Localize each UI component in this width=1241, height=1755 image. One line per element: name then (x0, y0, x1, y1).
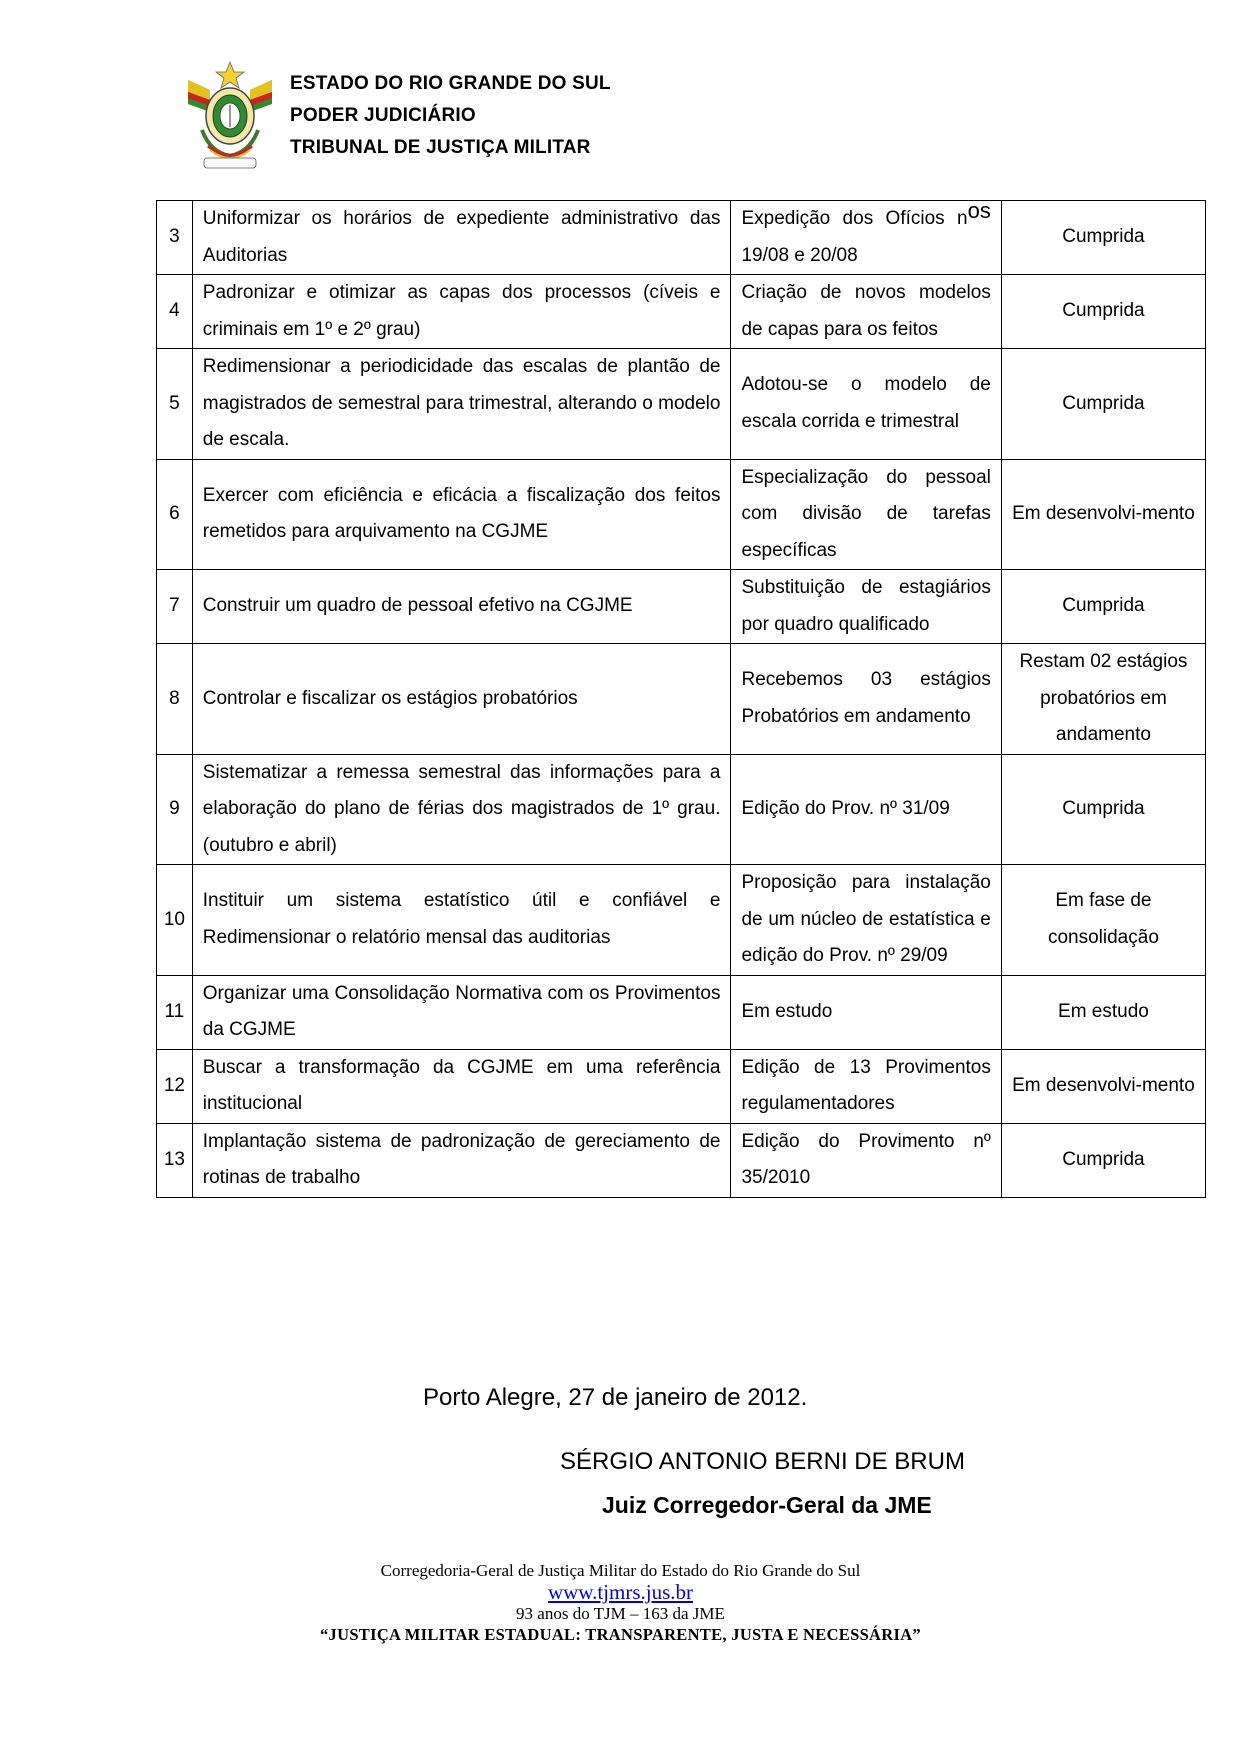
table-row (157, 349, 1206, 460)
row-action: Adotou-se o modelo de escala corrida e trimestral (731, 349, 1001, 460)
row-goal: Padronizar e otimizar as capas dos processos (cíveis e criminais em 1º e 2º grau) (192, 275, 731, 349)
row-number: 9 (157, 754, 193, 865)
row-goal: Redimensionar a periodicidade das escalas de plantão de magistrados de semestral para trimestral, alterando o modelo de escala. (192, 349, 731, 460)
row-goal: Uniformizar os horários de expediente administrativo das Auditorias (192, 201, 731, 275)
row-status: Cumprida (1001, 201, 1205, 275)
table-row (157, 975, 1206, 1049)
row-status: Cumprida (1001, 275, 1205, 349)
row-action: Edição do Provimento nº 35/2010 (731, 1123, 1001, 1197)
footer-website-link[interactable]: www.tjmrs.jus.br (547, 1580, 694, 1604)
table-row (157, 201, 1206, 275)
header-state: ESTADO DO RIO GRANDE DO SUL (290, 73, 611, 94)
table-row (157, 754, 1206, 865)
table-row (157, 1123, 1206, 1197)
row-number: 5 (157, 349, 193, 460)
document-header (180, 60, 700, 180)
row-goal: Exercer com eficiência e eficácia a fiscalização dos feitos remetidos para arquivamento na CGJME (192, 459, 731, 570)
row-goal: Sistematizar a remessa semestral das informações para a elaboração do plano de férias dos magistrados de 1º grau. (outubro e abril) (192, 754, 731, 865)
row-status: Em desenvolvi-mento (1001, 1049, 1205, 1123)
footer-anniversary: 93 anos do TJM – 163 da JME (516, 1604, 725, 1623)
place-and-date: Porto Alegre, 27 de janeiro de 2012. (423, 1384, 808, 1411)
document-footer (0, 1560, 1241, 1645)
row-action-text: Expedição dos Ofícios n (741, 208, 968, 229)
row-number: 8 (157, 644, 193, 755)
row-goal: Controlar e fiscalizar os estágios probatórios (192, 644, 731, 755)
row-goal: Implantação sistema de padronização de gereciamento de rotinas de trabalho (192, 1123, 731, 1197)
row-goal: Buscar a transformação da CGJME em uma referência institucional (192, 1049, 731, 1123)
table-row (157, 644, 1206, 755)
row-number: 7 (157, 570, 193, 644)
row-status: Cumprida (1001, 754, 1205, 865)
row-status: Em estudo (1001, 975, 1205, 1049)
row-status: Restam 02 estágios probatórios em andamento (1001, 644, 1205, 755)
coat-of-arms-icon (180, 60, 280, 172)
row-action-text-end: 19/08 e 20/08 (741, 244, 858, 266)
row-number: 3 (157, 201, 193, 275)
row-action (731, 198, 1001, 275)
row-status: Cumprida (1001, 570, 1205, 644)
row-action: Em estudo (731, 975, 1001, 1049)
footer-institution: Corregedoria-Geral de Justiça Militar do Estado do Rio Grande do Sul (380, 1561, 861, 1580)
table-row (157, 275, 1206, 349)
header-court: TRIBUNAL DE JUSTIÇA MILITAR (290, 137, 591, 158)
row-number: 10 (157, 865, 193, 976)
row-number: 4 (157, 275, 193, 349)
row-action: Criação de novos modelos de capas para os feitos (731, 275, 1001, 349)
table-row (157, 459, 1206, 570)
row-number: 12 (157, 1049, 193, 1123)
row-action: Edição de 13 Provimentos regulamentadores (731, 1049, 1001, 1123)
footer-motto: “JUSTIÇA MILITAR ESTADUAL: TRANSPARENTE, JUSTA E NECESSÁRIA” (320, 1625, 921, 1644)
row-action: Proposição para instalação de um núcleo de estatística e edição do Prov. nº 29/09 (731, 865, 1001, 976)
header-power: PODER JUDICIÁRIO (290, 105, 476, 126)
row-goal: Instituir um sistema estatístico útil e confiável e Redimensionar o relatório mensal das auditorias (192, 865, 731, 976)
row-action: Especialização do pessoal com divisão de tarefas específicas (731, 459, 1001, 570)
signer-name: SÉRGIO ANTONIO BERNI DE BRUM (560, 1448, 965, 1475)
row-action-superscript: os (967, 198, 991, 223)
row-status: Em fase de consolidação (1001, 865, 1205, 976)
row-number: 6 (157, 459, 193, 570)
table-row (157, 570, 1206, 644)
row-status: Cumprida (1001, 1123, 1205, 1197)
row-action: Substituição de estagiários por quadro qualificado (731, 570, 1001, 644)
row-status: Cumprida (1001, 349, 1205, 460)
table-row (157, 865, 1206, 976)
table-row (157, 1049, 1206, 1123)
row-status: Em desenvolvi-mento (1001, 459, 1205, 570)
row-number: 11 (157, 975, 193, 1049)
row-goal: Construir um quadro de pessoal efetivo na CGJME (192, 570, 731, 644)
goals-table (156, 200, 1206, 1198)
row-goal: Organizar uma Consolidação Normativa com os Provimentos da CGJME (192, 975, 731, 1049)
signer-role: Juiz Corregedor-Geral da JME (602, 1492, 932, 1518)
row-action: Edição do Prov. nº 31/09 (731, 754, 1001, 865)
row-action: Recebemos 03 estágios Probatórios em andamento (731, 644, 1001, 755)
row-number: 13 (157, 1123, 193, 1197)
